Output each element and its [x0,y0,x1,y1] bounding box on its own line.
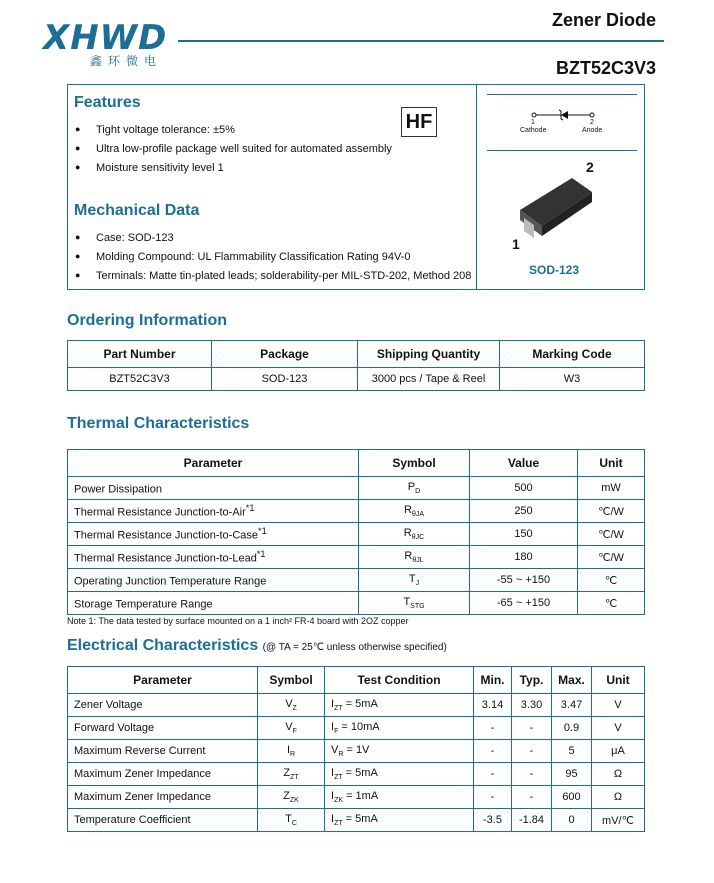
mechanical-item: ● Case: SOD-123 [96,232,174,244]
table-cell [552,763,592,786]
cell-text: Z [283,766,291,779]
table-cell [68,523,359,546]
cell-text: R [403,503,412,516]
superscript: *1 [258,526,267,537]
table-cell [258,786,325,809]
table-cell [325,763,474,786]
subscript: ZT [290,774,299,782]
table-row [68,546,645,569]
subscript: ZT [334,820,343,828]
cell-text: 5 [568,745,575,757]
feature-item: ● Moisture sensitivity level 1 [96,162,224,174]
table-row [68,368,645,391]
cell-text: Thermal Resistance Junction-to-Lead [74,552,257,565]
table-cell [359,546,470,569]
subscript: R [290,751,296,759]
ordering-heading: Ordering Information [67,312,227,329]
table-cell [258,740,325,763]
table-cell [512,809,552,832]
table-cell [474,740,512,763]
cell-text: - [529,768,534,780]
table-cell [552,694,592,717]
table-cell [68,717,258,740]
package-pin1-marker: 1 [512,236,520,252]
cell-text: 500 [514,482,533,494]
feature-item: ● Tight voltage tolerance: ±5% [96,124,235,136]
thermal-header: Symbol [359,450,470,477]
table-cell [325,786,474,809]
cell-text: 3.14 [481,699,504,711]
table-cell [592,809,645,832]
table-cell [474,694,512,717]
table-cell [578,477,645,500]
electrical-condition: (@ TA = 25℃ unless otherwise specified) [262,642,447,653]
cell-text: -1.84 [518,814,545,826]
cell-text: Operating Junction Temperature Range [74,575,267,588]
table-cell [325,809,474,832]
document-title: Zener Diode [551,10,656,30]
table-cell [325,740,474,763]
cell-text: 250 [514,505,533,517]
ordering-header: Part Number [68,341,212,368]
cell-text: V [614,699,622,711]
cell-text: ℃ [604,597,618,610]
pin2-label: Anode [582,127,603,134]
table-cell [578,500,645,523]
table-cell [325,694,474,717]
mechanical-item: ● Terminals: Matte tin-plated leads; solderability-per MIL-STD-202, Method 208 [96,270,471,282]
sod123-package-icon [512,170,602,245]
table-row [68,740,645,763]
cell-text: I [331,789,335,802]
cell-text: Maximum Reverse Current [74,745,206,757]
cell-text: = 10mA [338,720,380,733]
features-heading: Features [74,94,141,111]
cell-text: V [285,697,293,710]
cell-text: = 5mA [342,697,378,710]
table-cell [578,592,645,615]
subscript: ZT [334,774,343,782]
cell-text: Maximum Zener Impedance [74,791,211,803]
cell-text: - [529,722,534,734]
cell-text: I [331,766,335,779]
cell-text: ℃/W [598,528,624,541]
table-cell [552,740,592,763]
thermal-header: Value [470,450,578,477]
table-cell [68,763,258,786]
table-cell [552,786,592,809]
table-row [68,694,645,717]
table-cell [68,592,359,615]
cell-text: V [331,743,339,756]
table-cell [68,694,258,717]
cell-text: 150 [514,528,533,540]
ordering-cell: SOD-123 [212,368,358,391]
ordering-cell: W3 [500,368,645,391]
company-logo: XHWD [43,18,168,58]
cell-text: = 5mA [342,766,378,779]
electrical-header: Typ. [512,667,552,694]
thermal-header: Parameter [68,450,359,477]
table-cell [512,694,552,717]
cell-text: -65 ~ +150 [496,597,551,609]
halogen-free-badge: HF [401,107,437,137]
table-cell [474,763,512,786]
cell-text: μA [611,745,625,757]
ordering-cell: BZT52C3V3 [68,368,212,391]
cell-text: 600 [562,791,581,803]
package-pin2-marker: 2 [586,159,594,175]
table-cell [359,500,470,523]
table-cell [512,717,552,740]
subscript: C [291,820,297,828]
subscript: F [292,728,297,736]
table-cell [512,740,552,763]
cell-text: 3.30 [520,699,543,711]
table-cell [68,740,258,763]
electrical-header: Max. [552,667,592,694]
table-row [68,763,645,786]
table-cell [258,717,325,740]
thermal-header: Unit [578,450,645,477]
cell-text: - [490,791,495,803]
company-logo-subtitle: 鑫环微电 [90,54,163,68]
table-cell [470,477,578,500]
cell-text: ℃/W [598,551,624,564]
table-row [68,786,645,809]
cell-text: ℃ [604,574,618,587]
table-cell [592,786,645,809]
table-cell [359,592,470,615]
superscript: *1 [245,503,255,514]
table-cell [592,740,645,763]
cell-text: Ω [613,768,623,780]
table-cell [474,717,512,740]
electrical-header: Unit [592,667,645,694]
electrical-header: Symbol [258,667,325,694]
cell-text: mW [601,482,621,494]
subscript: F [334,728,339,736]
table-cell [68,569,359,592]
ordering-header: Shipping Quantity [358,341,500,368]
cell-text: - [490,745,495,757]
cell-text: 3.47 [560,699,583,711]
subscript: Z [292,705,297,713]
table-cell [470,546,578,569]
table-row [68,717,645,740]
table-cell [470,523,578,546]
electrical-header: Parameter [68,667,258,694]
table-cell [68,477,359,500]
cell-text: Forward Voltage [74,722,155,734]
cell-text: mV/℃ [602,814,634,827]
table-cell [325,717,474,740]
cell-text: T [285,812,292,825]
cell-text: I [286,743,290,756]
cell-text: 0.9 [563,722,580,734]
table-cell [578,546,645,569]
cell-text: Thermal Resistance Junction-to-Air [74,506,246,519]
electrical-heading-line [67,637,447,655]
cell-text: P [407,480,416,493]
cell-text: - [490,768,495,780]
table-cell [359,477,470,500]
table-row [68,477,645,500]
cell-text: Z [283,789,290,802]
cell-text: 0 [568,814,575,826]
header-divider [178,40,664,42]
electrical-heading: Electrical Characteristics [67,637,259,654]
table-cell [68,500,359,523]
cell-text: - [529,745,534,757]
cell-text: ℃/W [598,505,624,518]
thermal-table [67,449,645,615]
superscript: *1 [256,549,266,560]
electrical-table [67,666,645,832]
ordering-table [67,340,645,391]
table-cell [470,592,578,615]
table-cell [68,809,258,832]
cell-text: -3.5 [483,814,502,826]
cell-text: Power Dissipation [74,483,163,496]
subscript: θJA [411,511,424,519]
table-cell [359,523,470,546]
cell-text: Temperature Coefficient [74,814,191,826]
pin1-number: 1 [531,119,535,126]
table-cell [592,763,645,786]
table-cell [258,809,325,832]
cell-text: T [403,595,411,608]
cell-text: Ω [613,791,623,803]
table-row [68,500,645,523]
pin2-number: 2 [590,119,594,126]
table-row [68,523,645,546]
package-divider-top [487,94,637,95]
subscript: θJC [411,534,425,542]
subscript: J [415,580,420,588]
electrical-header: Min. [474,667,512,694]
table-cell [474,809,512,832]
cell-text: - [529,791,534,803]
cell-text: Maximum Zener Impedance [74,768,211,780]
cell-text: 180 [514,551,533,563]
table-cell [592,717,645,740]
ordering-header: Package [212,341,358,368]
subscript: R [338,751,344,759]
cell-text: Storage Temperature Range [74,598,213,611]
table-cell [258,763,325,786]
table-row [68,569,645,592]
table-cell [578,569,645,592]
feature-item: ● Ultra low-profile package well suited for automated assembly [96,143,392,155]
subscript: ZK [289,797,299,805]
table-row [68,592,645,615]
part-number-title: BZT52C3V3 [555,58,656,78]
pin1-label: Cathode [520,127,547,134]
thermal-note: Note 1: The data tested by surface mounted on a 1 inch² FR-4 board with 2OZ copper [67,616,409,626]
subscript: D [415,488,421,496]
table-cell [474,786,512,809]
cell-text: = 1V [343,743,370,756]
mechanical-heading: Mechanical Data [74,202,200,219]
cell-text: = 5mA [342,812,378,825]
cell-text: R [403,526,412,539]
cell-text: - [490,722,495,734]
subscript: ZT [334,705,343,713]
table-cell [552,809,592,832]
table-cell [359,569,470,592]
table-cell [68,786,258,809]
cell-text: = 1mA [343,789,379,802]
table-cell [578,523,645,546]
thermal-heading: Thermal Characteristics [67,415,250,432]
table-cell [552,717,592,740]
cell-text: R [404,549,413,562]
table-cell [470,500,578,523]
subscript: ZK [334,797,344,805]
subscript: θJL [412,557,424,565]
cell-text: 95 [565,768,578,780]
ordering-cell: 3000 pcs / Tape & Reel [358,368,500,391]
cell-text: V [614,722,622,734]
subscript: STG [410,603,425,611]
mechanical-item: ● Molding Compound: UL Flammability Classification Rating 94V-0 [96,251,410,263]
electrical-header: Test Condition [325,667,474,694]
cell-text: T [408,572,416,585]
cell-text: I [331,720,335,733]
cell-text: -55 ~ +150 [496,574,551,586]
table-row [68,809,645,832]
table-cell [258,694,325,717]
cell-text: Thermal Resistance Junction-to-Case [74,529,259,542]
cell-text: V [285,720,293,733]
table-cell [512,763,552,786]
cell-text: Zener Voltage [74,699,143,711]
ordering-header: Marking Code [500,341,645,368]
cell-text: I [331,697,335,710]
table-cell [512,786,552,809]
package-name: SOD-123 [529,263,580,277]
table-cell [592,694,645,717]
table-cell [68,546,359,569]
cell-text: I [331,812,335,825]
table-cell [470,569,578,592]
package-divider-bottom [487,150,637,151]
